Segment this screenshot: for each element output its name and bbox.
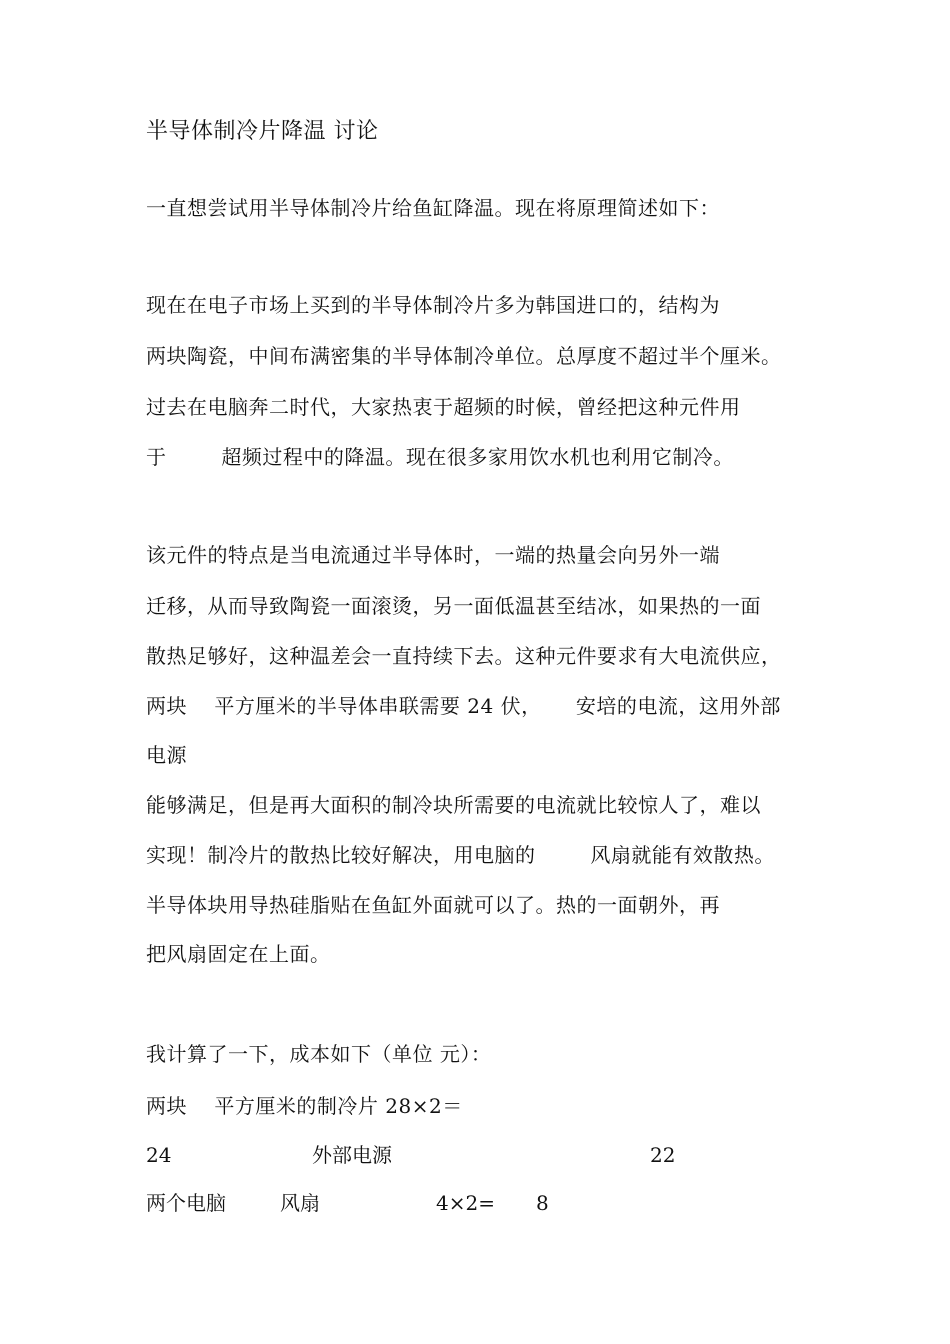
cost-formula: 4×2= <box>436 1191 495 1215</box>
text-line: 把风扇固定在上面。 <box>146 942 331 966</box>
text-line: 现在在电子市场上买到的半导体制冷片多为韩国进口的，结构为 <box>146 293 720 317</box>
text-line: 于 超频过程中的降温。现在很多家用饮水机也利用它制冷。 <box>146 445 734 469</box>
text-line: 迁移，从而导致陶瓷一面滚烫，另一面低温甚至结冰，如果热的一面 <box>146 594 761 618</box>
cost-item-label: 外部电源 <box>312 1143 392 1167</box>
text-line: 散热足够好，这种温差会一直持续下去。这种元件要求有大电流供应， <box>146 644 782 668</box>
text-line: 该元件的特点是当电流通过半导体时，一端的热量会向另外一端 <box>146 543 720 567</box>
cost-item-label: 两个电脑 <box>146 1191 226 1215</box>
text-line: 两块陶瓷，中间布满密集的半导体制冷单位。总厚度不超过半个厘米。 <box>146 344 782 368</box>
document-title: 半导体制冷片降温 讨论 <box>146 119 379 144</box>
cost-intro: 我计算了一下，成本如下（单位 元）： <box>146 1042 492 1066</box>
cost-value: 8 <box>536 1191 549 1215</box>
text-line: 半导体块用导热硅脂贴在鱼缸外面就可以了。热的一面朝外，再 <box>146 893 720 917</box>
cost-value: 22 <box>650 1143 676 1167</box>
cost-line-cooling-plates: 两块 平方厘米的制冷片 28×2＝ <box>146 1094 463 1118</box>
text-line: 两块 平方厘米的半导体串联需要 24 伏， 安培的电流，这用外部 <box>146 694 781 718</box>
cost-value: 24 <box>146 1143 172 1167</box>
text-line: 实现！制冷片的散热比较好解决，用电脑的 风扇就能有效散热。 <box>146 843 775 867</box>
text-line: 能够满足，但是再大面积的制冷块所需要的电流就比较惊人了，难以 <box>146 793 761 817</box>
intro-paragraph: 一直想尝试用半导体制冷片给鱼缸降温。现在将原理简述如下： <box>146 196 720 220</box>
text-line: 电源 <box>146 743 187 767</box>
text-line: 过去在电脑奔二时代，大家热衷于超频的时候，曾经把这种元件用 <box>146 395 741 419</box>
cost-item-label: 风扇 <box>280 1191 320 1215</box>
